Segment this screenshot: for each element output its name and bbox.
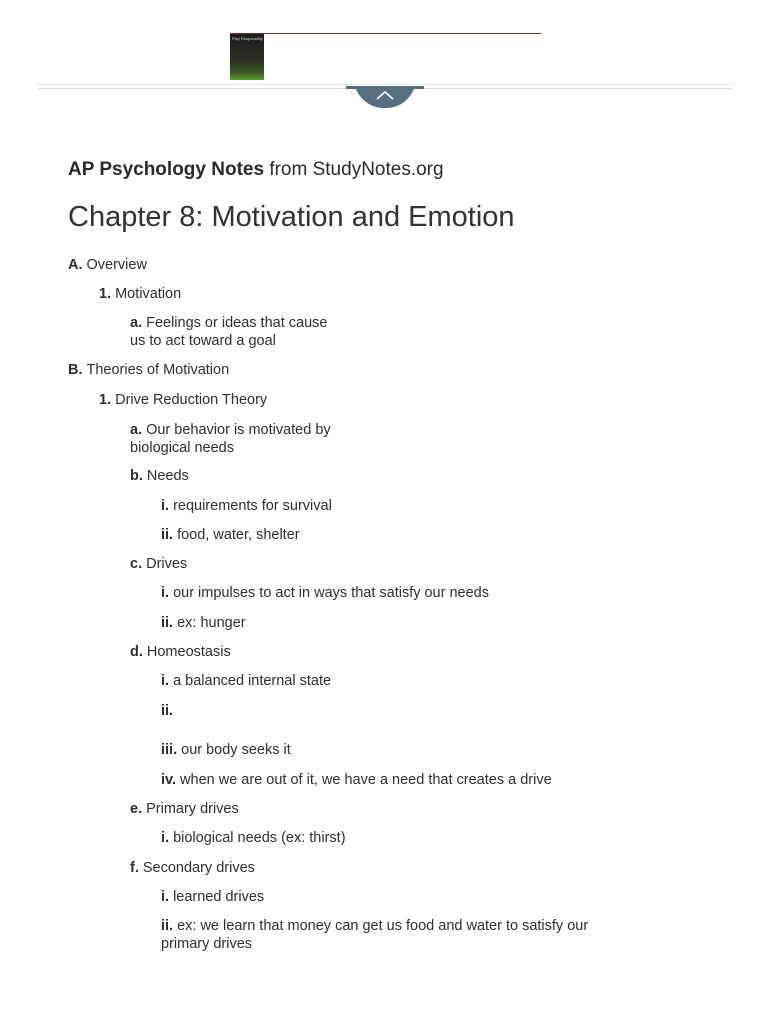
outline-marker: d. (130, 644, 143, 660)
outline-text-continued: us to act toward a goal (130, 333, 276, 349)
outline-item (161, 917, 588, 953)
ad-banner[interactable] (230, 33, 541, 80)
outline-text: ex: hunger (177, 615, 246, 631)
outline-text-continued: primary drives (161, 936, 253, 952)
outline-text: Drive Reduction Theory (115, 392, 268, 408)
outline-item (130, 467, 189, 485)
outline-marker: i. (161, 673, 170, 689)
outline-marker: iv. (161, 772, 177, 788)
outline-text: Theories of Motivation (86, 362, 230, 378)
outline-marker: ii. (161, 527, 174, 543)
outline-item (68, 361, 229, 379)
source-text: from StudyNotes.org (269, 159, 444, 180)
outline-marker: 1. (99, 392, 112, 408)
outline-marker: ii. (161, 615, 174, 631)
outline-text: Homeostasis (146, 644, 231, 660)
outline-item (99, 391, 267, 409)
outline-item (130, 555, 187, 573)
outline-text: Overview (86, 257, 147, 273)
outline-item (99, 285, 181, 303)
outline-item (130, 859, 255, 877)
outline-marker: 1. (99, 286, 112, 302)
outline-text: a balanced internal state (173, 673, 332, 689)
outline-item (161, 584, 489, 602)
ad-thumbnail-image[interactable] (230, 34, 264, 80)
outline-marker: e. (130, 801, 143, 817)
outline-text: biological needs (ex: thirst) (173, 830, 346, 846)
outline-text-continued: biological needs (130, 440, 234, 456)
page-title: Chapter 8: Motivation and Emotion (68, 201, 515, 233)
outline-item (161, 614, 246, 632)
notes-header (68, 159, 444, 181)
outline-marker: i. (161, 830, 170, 846)
outline-item (68, 256, 147, 274)
collapse-button[interactable] (346, 86, 424, 108)
outline-marker: f. (130, 860, 139, 876)
outline-text: Secondary drives (142, 860, 255, 876)
outline-marker: a. (130, 422, 143, 438)
outline-item (161, 741, 291, 759)
outline-item (161, 526, 300, 544)
outline-marker: i. (161, 585, 170, 601)
outline-text: food, water, shelter (177, 527, 300, 543)
outline-marker: B. (68, 362, 83, 378)
outline-marker: ii. (161, 703, 174, 719)
outline-text: Primary drives (146, 801, 239, 817)
outline-item (130, 800, 239, 818)
outline-item (161, 829, 346, 847)
outline-marker: ii. (161, 918, 174, 934)
outline-text: Drives (146, 556, 188, 572)
outline-item (161, 497, 332, 515)
outline-text: ex: we learn that money can get us food and water to satisfy our (177, 918, 589, 934)
ad-thumbnail-text: Play Responsibly (232, 36, 263, 41)
outline-text: our impulses to act in ways that satisfy our needs (173, 585, 489, 601)
outline-marker: c. (130, 556, 143, 572)
outline-text: Needs (146, 468, 189, 484)
outline-text: learned drives (173, 889, 265, 905)
outline-marker: A. (68, 257, 83, 273)
outline-item (161, 672, 331, 690)
outline-item (161, 888, 264, 906)
outline-item (130, 421, 331, 457)
chevron-up-icon (346, 86, 424, 108)
outline-item (161, 771, 552, 789)
outline-marker: iii. (161, 742, 178, 758)
outline-text: Our behavior is motivated by (146, 422, 331, 438)
outline-marker: i. (161, 498, 170, 514)
outline-marker: i. (161, 889, 170, 905)
outline-text: Motivation (115, 286, 182, 302)
outline-text: Feelings or ideas that cause (146, 315, 328, 331)
outline-item (130, 643, 231, 661)
outline-marker: b. (130, 468, 143, 484)
outline-text: when we are out of it, we have a need that creates a drive (180, 772, 552, 788)
brand-name: AP Psychology Notes (68, 159, 265, 180)
outline-text: requirements for survival (173, 498, 332, 514)
outline-marker: a. (130, 315, 143, 331)
outline-item (161, 702, 177, 720)
outline-item (130, 314, 327, 350)
outline-text: our body seeks it (181, 742, 291, 758)
